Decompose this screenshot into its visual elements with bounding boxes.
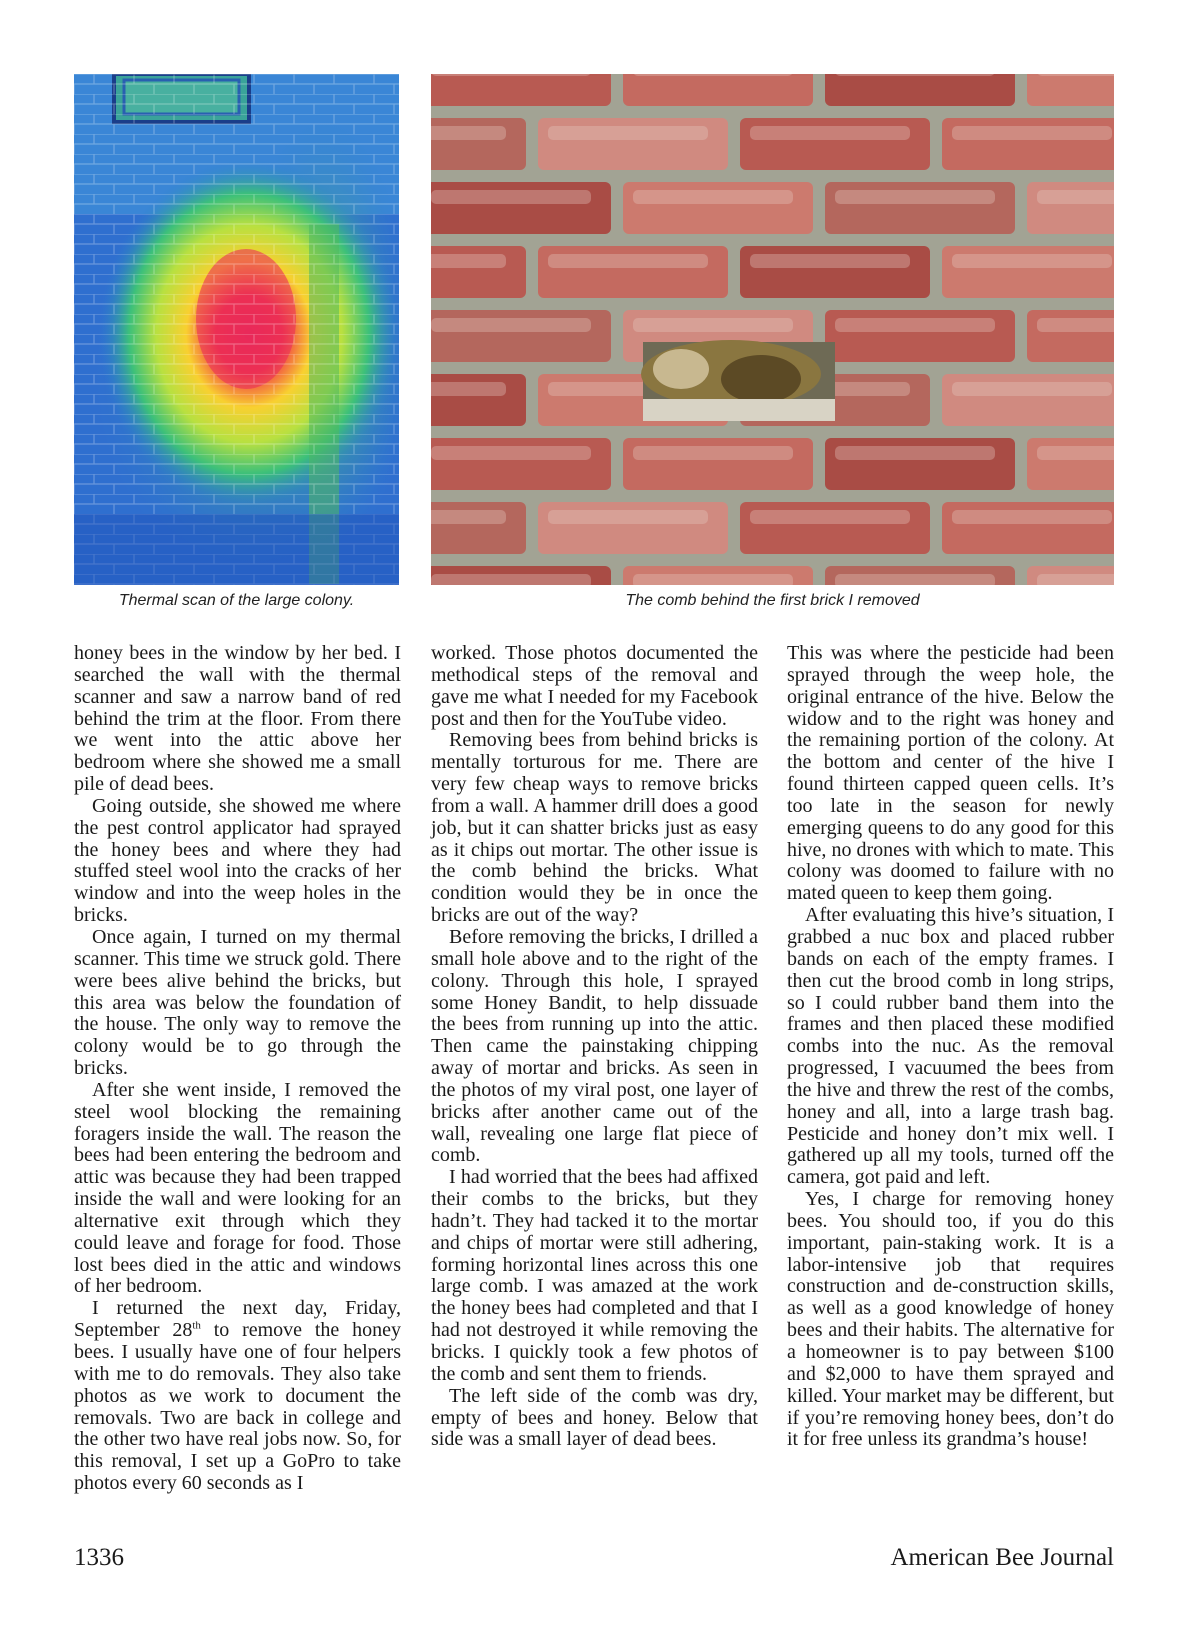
brick-highlight [835, 74, 995, 76]
brick [538, 246, 728, 298]
brick-highlight [1037, 446, 1114, 460]
paragraph: Going outside, she showed me where the pest control applicator had sprayed the honey bees and where they had stuffed steel wool into the cracks of her window and into the weep holes in the bricks. [74, 794, 401, 927]
brick-highlight [835, 318, 995, 332]
exposed-comb [641, 340, 835, 421]
paragraph: After evaluating this hive’s situation, I grabbed a nuc box and placed rubber bands on each of the empty frames. I then cut the brood comb in long strips, so I could rubber band them into the frames and then placed these modified combs into the nuc. As the removal progressed, I vacuumed the bees from the hive and threw the rest of the combs, honey and all, into a large trash bag. Pesticide and honey don’t mix well. I gathered up all my tools, turned off the camera, got paid and left. [787, 904, 1114, 1189]
paragraph: honey bees in the window by her bed. I searched the wall with the thermal scanner and saw a narrow band of red behind the trim at the floor. From there we went into the attic above her bedroom where she showed me a small pile of dead bees. [74, 642, 401, 796]
brick [623, 182, 813, 234]
brick [431, 310, 611, 362]
brick [942, 374, 1114, 426]
brick [431, 438, 611, 490]
brick-highlight [431, 190, 591, 204]
paragraph: Yes, I charge for removing honey bees. You should too, if you do this important, pain-staking work. It is a labor-intensive job that requires construction and de-construction skills, as well as a good knowledge of honey bees and their habits. The alternative for a homeowner is to pay between $100 and $2,000 to have them sprayed and killed. Your market may be different, but if you’re removing honey bees, don’t do it for free unless its grandma’s house! [787, 1188, 1114, 1451]
page-number: 1336 [74, 1544, 124, 1571]
brick-highlight [835, 446, 995, 460]
brick-highlight [952, 254, 1112, 268]
brick-highlight [1037, 574, 1114, 585]
paragraph: This was where the pesticide had been sprayed through the weep hole, the original entrance of the hive. Below the widow and to the right was honey and the remaining portion of the colony. At the bottom and center of the hive I found thirteen capped queen cells. It’s too late in the season for newly emerging queens to do any good for this hive, no drones with which to mate. This colony was doomed to failure with no mated queen to keep them going. [787, 642, 1114, 905]
brick [942, 502, 1114, 554]
paragraph: After she went inside, I removed the steel wool blocking the remaining foragers inside the wall. The reason the bees had been entering the bedroom and attic was because they had been trapped inside the wall and were looking for an alternative exit through which they could leave and forage for food. Those lost bees died in the attic and windows of her bedroom. [74, 1078, 401, 1298]
brick-highlight [750, 510, 910, 524]
brick-photo-caption: The comb behind the first brick I removed [625, 592, 920, 609]
brick [825, 310, 1015, 362]
brick-highlight [431, 74, 591, 76]
thermal-scan-photo [74, 74, 399, 585]
brick [431, 502, 526, 554]
brick-highlight [1037, 318, 1114, 332]
brick-highlight [431, 446, 591, 460]
paragraph: Removing bees from behind bricks is mentally torturous for me. There are very few cheap ways to remove bricks from a wall. A hammer drill does a good job, but it can shatter bricks just as easy as it chips out mortar. The other issue is the comb behind the bricks. What condition would they be in once the bricks are out of the way? [431, 729, 758, 927]
brick-highlight [633, 190, 793, 204]
brick [538, 502, 728, 554]
brick [431, 246, 526, 298]
brick-highlight [633, 446, 793, 460]
brick-highlight [835, 574, 995, 585]
brick [740, 502, 930, 554]
brick-highlight [431, 254, 506, 268]
brick [1027, 74, 1114, 106]
brick [825, 182, 1015, 234]
brick-highlight [633, 574, 793, 585]
brick [1027, 438, 1114, 490]
paragraph: Before removing the bricks, I drilled a small hole above and to the right of the colony. Through this hole, I sprayed some Honey Bandit, to help dissuade the bees from running up into the attic. Then came the painstaking chipping away of mortar and bricks. As seen in the photos of my viral post, one layer of bricks after another came out of the wall, revealing one large flat piece of comb. [431, 925, 758, 1167]
paragraph: The left side of the comb was dry, empty of bees and honey. Below that side was a small layer of dead bees. [431, 1384, 758, 1451]
brick-highlight [548, 510, 708, 524]
journal-title: American Bee Journal [890, 1544, 1114, 1571]
paragraph: I returned the next day, Friday, September 28th to remove the honey bees. I usually have one of four helpers with me to do removals. They also take photos as we work to document the removals. Two are back in college and the other two have real jobs now. So, for this removal, I set up a GoPro to take photos every 60 seconds as I [74, 1297, 401, 1495]
brick-wall-comb-photo [431, 74, 1114, 585]
brick [740, 118, 930, 170]
brick-highlight [548, 254, 708, 268]
text-column-3 [787, 643, 1114, 1451]
brick [431, 118, 526, 170]
brick [1027, 310, 1114, 362]
brick [623, 438, 813, 490]
brick [825, 74, 1015, 106]
brick-highlight [952, 382, 1112, 396]
brick-highlight [431, 574, 591, 585]
thermal-photo-caption: Thermal scan of the large colony. [118, 592, 355, 609]
brick-highlight [431, 126, 506, 140]
brick-highlight [548, 126, 708, 140]
brick [1027, 182, 1114, 234]
brick-highlight [750, 126, 910, 140]
brick-highlight [633, 318, 793, 332]
brick-highlight [835, 190, 995, 204]
text-column-2 [431, 643, 758, 1451]
brick-highlight [750, 254, 910, 268]
brick-highlight [431, 510, 506, 524]
brick-highlight [952, 126, 1112, 140]
brick [431, 74, 611, 106]
brick-highlight [1037, 190, 1114, 204]
brick [623, 74, 813, 106]
brick [431, 374, 526, 426]
brick [825, 438, 1015, 490]
paragraph: I had worried that the bees had affixed their combs to the bricks, but they hadn’t. They had tacked it to the mortar and chips of mortar were still adhering, forming horizontal lines across this one large comb. I was amazed at the work the honey bees had completed and that I had not destroyed it while removing the bricks. I quickly took a few photos of the comb and sent them to friends. [431, 1166, 758, 1385]
text-column-1 [74, 643, 401, 1495]
brick [942, 246, 1114, 298]
brick [740, 246, 930, 298]
brick-highlight [431, 318, 591, 332]
brick-highlight [633, 74, 793, 76]
brick-highlight [431, 382, 506, 396]
brick [431, 182, 611, 234]
paragraph: worked. Those photos documented the methodical steps of the removal and gave me what I needed for my Facebook post and then for the YouTube video. [431, 642, 758, 730]
brick [538, 118, 728, 170]
brick [942, 118, 1114, 170]
brick-highlight [1037, 74, 1114, 76]
paragraph: Once again, I turned on my thermal scanner. This time we struck gold. There were bees alive behind the bricks, but this area was below the foundation of the house. The only way to remove the colony would be to go through the bricks. [74, 925, 401, 1080]
brick-highlight [952, 510, 1112, 524]
